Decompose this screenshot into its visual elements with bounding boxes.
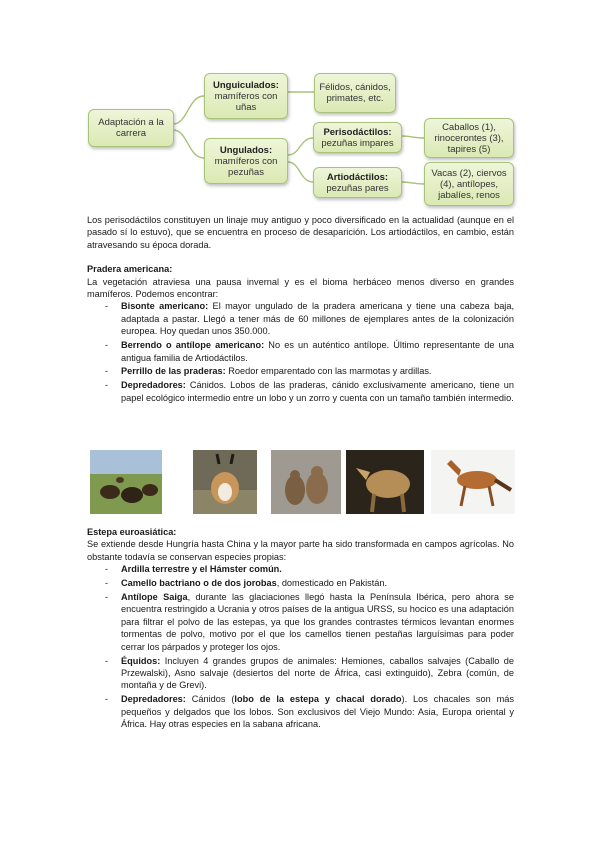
coyote-photo [346, 450, 424, 514]
node-ungulados-title: Ungulados: [219, 144, 273, 156]
pradera-intro: La vegetación atraviesa una pausa invernal y es el bioma herbáceo menos diverso en grandes mamíferos. Podemos encontrar: [87, 276, 514, 300]
estepa-list [87, 563, 514, 730]
node-ungulados-desc: mamíferos con pezuñas [214, 155, 278, 178]
node-ungulados [204, 138, 288, 184]
list-item [87, 655, 514, 692]
connector-root-unguiculados [173, 96, 204, 124]
node-root [88, 109, 174, 147]
estepa-intro: Se extiende desde Hungría hasta China y la mayor parte ha sido transformada en campos agrícolas. No obstante todavía se conservan especies propias: [87, 539, 514, 562]
list-item [87, 379, 514, 404]
photo-strip [90, 450, 515, 514]
node-unguiculados-examples [314, 73, 396, 113]
node-perisodactilos-examples [424, 118, 514, 158]
list-item-term: Antílope Saiga [121, 592, 188, 603]
list-item-term: Camello bactriano o de dos jorobas [121, 578, 277, 589]
node-artiodactilos-examples [424, 162, 514, 206]
connector-perisodactilos-examples [402, 136, 424, 138]
list-item-term: Depredadores: [121, 380, 186, 391]
node-perisodactilos-desc: pezuñas impares [321, 137, 394, 149]
list-dash: - [105, 301, 109, 312]
connector-root-ungulados [173, 130, 204, 158]
list-item-text: Cánidos ( [185, 694, 235, 705]
list-item-term: Bisonte americano: [121, 301, 209, 312]
node-perisodactilos-examples-label: Caballos (1), rinocerontes (3), tapires (5) [434, 121, 504, 155]
node-perisodactilos [313, 122, 402, 153]
connector-ungulados-perisodactilos [288, 138, 313, 155]
intro-paragraph: Los perisodáctilos constituyen un linaje muy antiguo y poco diversificado en la actualidad (aunque en el pasado sí lo estuvo), que se encuentra en proceso de desaparición. Los artiodáctilos, en cambio, están atravesando su época dorada. [87, 215, 514, 250]
classification-diagram [0, 0, 600, 200]
list-item-term: Équidos: [121, 655, 161, 666]
pradera-heading: Pradera americana: [87, 264, 173, 275]
lower-text [87, 526, 514, 732]
list-item [87, 339, 514, 364]
list-item [87, 577, 514, 589]
list-item-text: Incluyen 4 grandes grupos de animales: Hemiones, caballos salvajes (Caballo de Przewalski), Asno salvaje (desiertos del norte de África, casi extinguido), Zebra (común, de montaña y de Grevi). [121, 655, 514, 691]
list-item-text: , domesticado en Pakistán. [276, 578, 388, 589]
list-item-text: Cánidos. Lobos de las praderas, cánido exclusivamente americano, tiene un papel ecológico intermedio entre un lobo y un zorro y cuenta con un tamaño también intermedio. [121, 380, 514, 403]
list-dash: - [105, 366, 109, 377]
list-dash: - [105, 340, 109, 351]
list-item [87, 563, 514, 575]
list-item [87, 693, 514, 730]
node-root-label: Adaptación a la carrera [98, 117, 164, 139]
list-item-term: Depredadores: [121, 694, 186, 705]
node-unguiculados [204, 73, 288, 119]
list-item [87, 591, 514, 653]
prairie-dog-photo [271, 450, 341, 514]
list-item-text: , durante las glaciaciones llegó hasta la Península Ibérica, pero ahora se encuentra restringido a Ucrania y otros países de la antigua URSS, su hocico es una adaptación para filtrar el polvo de las estepas, ya que los grandes contrastes térmicos levantan enormes tormentas de polvo, motivo por el que los camellos tienen pestañas larguísimas para poder cerrar los párpados y proteger los ojos. [121, 592, 515, 652]
list-item [87, 365, 514, 377]
list-item-term: Berrendo o antílope americano: [121, 340, 265, 351]
list-dash: - [105, 380, 109, 391]
node-unguiculados-desc: mamíferos con uñas [214, 90, 278, 113]
list-item-text: No es un auténtico antílope. Último representante de una antigua familia de Artiodáctilos. [121, 340, 514, 363]
list-dash: - [105, 592, 109, 603]
jackal-photo [431, 450, 515, 514]
node-unguiculados-title: Unguiculados: [213, 79, 279, 91]
list-dash: - [105, 578, 109, 589]
node-artiodactilos-examples-label: Vacas (2), ciervos (4), antílopes, jabalíes, renos [431, 167, 507, 201]
list-dash: - [105, 694, 109, 705]
list-dash: - [105, 655, 109, 666]
node-artiodactilos [313, 167, 402, 198]
list-item-term: Perrillo de las praderas: [121, 366, 226, 377]
pradera-list [87, 300, 514, 404]
list-item-term: lobo de la estepa y chacal dorado [234, 694, 402, 705]
list-item-text: Roedor emparentado con las marmotas y ardillas. [225, 366, 432, 377]
pronghorn-photo [193, 450, 257, 514]
node-unguiculados-examples-label: Félidos, cánidos, primates, etc. [319, 82, 391, 104]
list-item-text: ). Los chacales son más pequeños y delgados que los lobos. Son exclusivos del Viejo Mundo: Asia, Europa oriental y África. Hay otras especies en la sabana africana. [121, 694, 514, 730]
connector-ungulados-artiodactilos [288, 162, 313, 182]
node-artiodactilos-title: Artiodáctilos: [326, 171, 389, 183]
list-dash: - [105, 564, 109, 575]
node-perisodactilos-title: Perisodáctilos: [323, 126, 392, 138]
upper-text [87, 214, 514, 406]
estepa-heading: Estepa euroasiática: [87, 527, 177, 537]
list-item [87, 300, 514, 337]
node-artiodactilos-desc: pezuñas pares [326, 182, 389, 194]
list-item-term: Ardilla terrestre y el Hámster común. [121, 564, 282, 575]
list-item-text: El mayor ungulado de la pradera americana y tiene una cabeza baja, adaptada a pastar. Llegó a tener más de 60 millones de ejemplares antes de la colonización europea. Hoy quedan unos 350.000. [121, 301, 515, 337]
bison-photo [90, 450, 162, 514]
connector-artiodactilos-examples [402, 182, 424, 184]
